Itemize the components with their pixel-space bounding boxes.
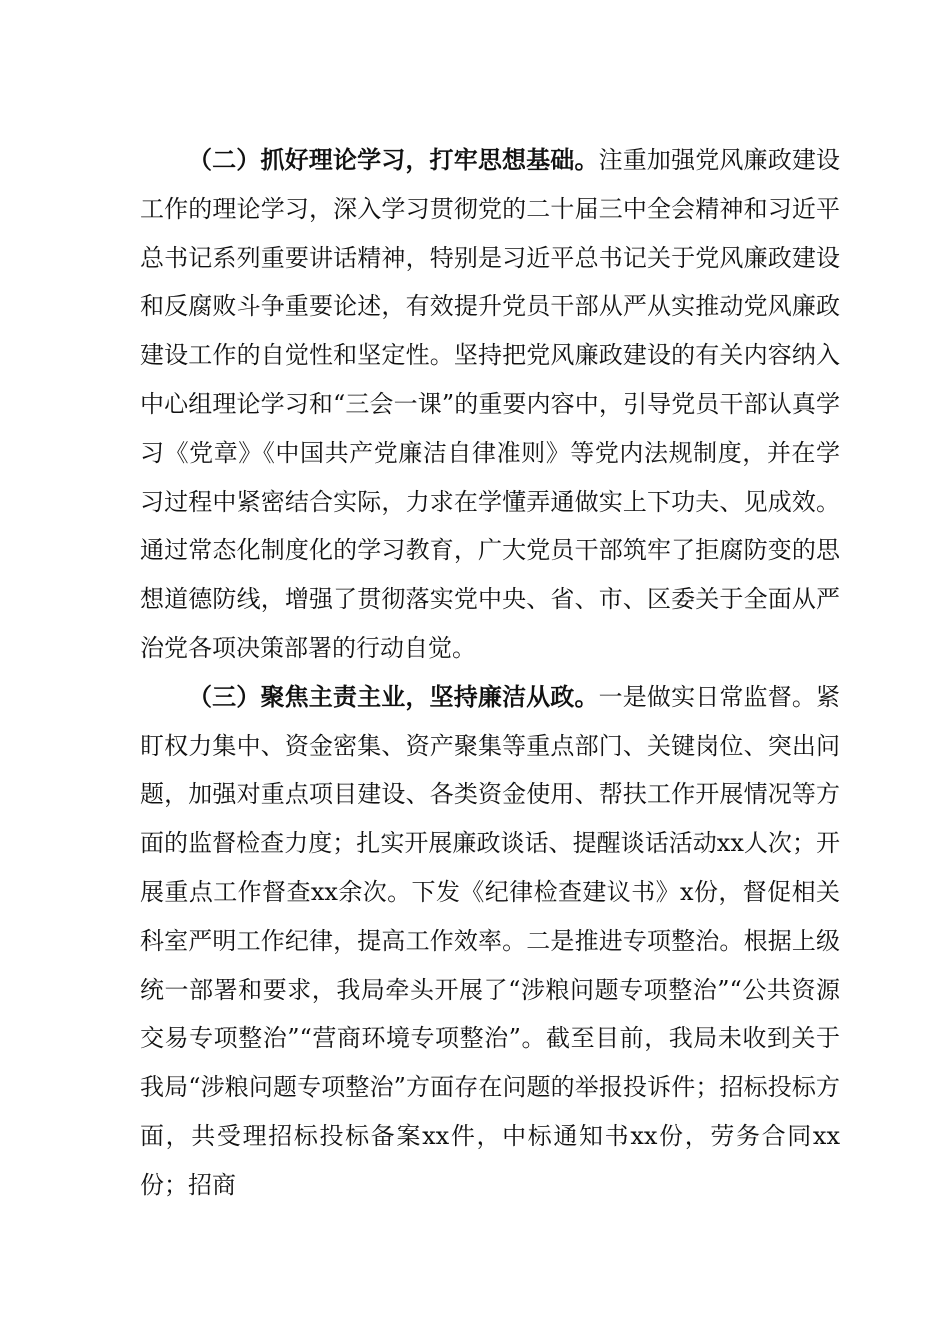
paragraph-heading: （三）聚焦主责主业，坚持廉洁从政。: [188, 681, 599, 711]
paragraph-theory-study: [140, 136, 840, 673]
paragraph-heading: （二）抓好理论学习，打牢思想基础。: [188, 145, 599, 174]
document-body: [140, 136, 840, 1210]
paragraph-main-duty: [140, 673, 840, 1210]
paragraph-text: 一是做实日常监督。紧盯权力集中、资金密集、资产聚集等重点部门、关键岗位、突出问题，加强对重点项目建设、各类资金使用、帮扶工作开展情况等方面的监督检查力度；扎实开展廉政谈话、提醒谈话活动xx人次；开展重点工作督查xx余次。下发《纪律检查建议书》x份，督促相关科室严明工作纪律，提高工作效率。二是推进专项整治。根据上级统一部署和要求，我局牵头开展了“涉粮问题专项整治”“公共资源交易专项整治”“营商环境专项整治”。截至目前，我局未收到关于我局“涉粮问题专项整治”方面存在问题的举报投诉件；招标投标方面，共受理招标投标备案xx件，中标通知书xx份，劳务合同xx份；招商: [140, 682, 841, 1199]
paragraph-text: 注重加强党风廉政建设工作的理论学习，深入学习贯彻党的二十届三中全会精神和习近平总书记系列重要讲话精神，特别是习近平总书记关于党风廉政建设和反腐败斗争重要论述，有效提升党员干部从严从实推动党风廉政建设工作的自觉性和坚定性。坚持把党风廉政建设的有关内容纳入中心组理论学习和“三会一课”的重要内容中，引导党员干部认真学习《党章》《中国共产党廉洁自律准则》等党内法规制度，并在学习过程中紧密结合实际，力求在学懂弄通做实上下功夫、见成效。通过常态化制度化的学习教育，广大党员干部筑牢了拒腐防变的思想道德防线，增强了贯彻落实党中央、省、市、区委关于全面从严治党各项决策部署的行动自觉。: [140, 146, 841, 662]
